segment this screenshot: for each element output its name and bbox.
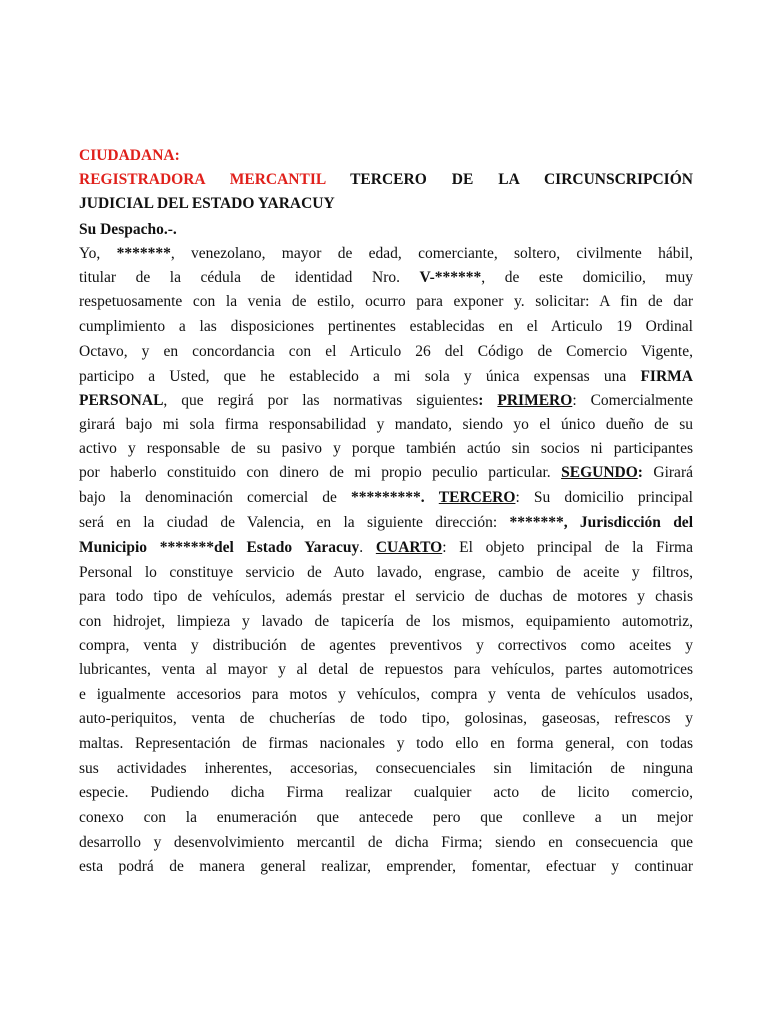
- text-run: : El objeto principal de la Firma: [442, 539, 693, 556]
- text-run: Yo,: [79, 245, 117, 262]
- jurisdiction-line: JUDICIAL DEL ESTADO YARACUY: [79, 195, 335, 212]
- body-line-18: lubricantes, venta al mayor y al detal de repuestos para vehículos, partes automotrices: [79, 661, 693, 678]
- firma-bold: FIRMA: [640, 368, 693, 385]
- text-run: titular de la cédula de identidad Nro.: [79, 269, 420, 286]
- clause-segundo: SEGUNDO: [561, 464, 638, 481]
- text-run: bajo la denominación comercial de: [79, 489, 352, 506]
- municipality-bold: Municipio *******del Estado Yaracuy: [79, 539, 360, 556]
- body-line-04: cumplimiento a las disposiciones pertinentes establecidas en el Articulo 19 Ordinal: [79, 318, 693, 335]
- body-line-06: [79, 365, 693, 389]
- text-run: participo a Usted, que he establecido a mi sola y única expensas una: [79, 368, 641, 385]
- text-run: Girará: [642, 464, 693, 481]
- text-run: : Su domicilio principal: [515, 489, 693, 506]
- masked-id-number: V-******: [419, 269, 482, 286]
- text-run: :: [478, 392, 484, 409]
- body-line-21: maltas. Representación de firmas nacionales y todo ello en forma general, con todas: [79, 735, 693, 752]
- text-run: será en la ciudad de Valencia, en la siguiente dirección:: [79, 514, 510, 531]
- body-line-10: [79, 461, 693, 485]
- body-line-13: [79, 536, 693, 560]
- text-run: : Comercialmente: [572, 392, 694, 409]
- text-run: , venezolano, mayor de edad, comerciante, soltero, civilmente hábil,: [170, 245, 693, 262]
- masked-business-name: *********.: [351, 489, 425, 506]
- clause-tercero: TERCERO: [438, 489, 516, 506]
- body-line-22: sus actividades inherentes, accesorias, consecuenciales sin limitación de ninguna: [79, 760, 693, 777]
- body-line-17: compra, venta y distribución de agentes preventivos y correctivos como aceites y: [79, 637, 693, 654]
- text-run: , de este domicilio, muy: [481, 269, 693, 286]
- personal-bold: PERSONAL: [79, 392, 164, 409]
- body-line-14: Personal lo constituye servicio de Auto lavado, engrase, cambio de aceite y filtros,: [79, 564, 693, 581]
- body-line-07: [79, 389, 693, 413]
- registrar-title-line: [79, 168, 693, 192]
- body-line-02: [79, 266, 693, 290]
- body-line-09: activo y responsable de su pasivo y porque también actúo sin socios ni participantes: [79, 440, 693, 457]
- body-line-19: e igualmente accesorios para motos y vehículos, compra y venta de vehículos usados,: [79, 686, 693, 703]
- text-run: [425, 489, 439, 506]
- salutation: Su Despacho.-.: [79, 221, 177, 238]
- clause-cuarto: CUARTO: [375, 539, 443, 556]
- body-line-26: esta podrá de manera general realizar, emprender, fomentar, efectuar y continuar: [79, 858, 693, 875]
- masked-address: *******, Jurisdicción del: [509, 514, 693, 531]
- text-run: por haberlo constituido con dinero de mi propio peculio particular.: [79, 464, 562, 481]
- body-line-15: para todo tipo de vehículos, además prestar el servicio de duchas de motores y chasis: [79, 588, 693, 605]
- addressee-heading: CIUDADANA:: [79, 147, 180, 164]
- registrar-title-rest: TERCERO DE LA CIRCUNSCRIPCIÓN: [350, 171, 693, 188]
- text-run: .: [359, 539, 376, 556]
- text-run: , que regirá por las normativas siguientes: [163, 392, 479, 409]
- body-line-25: desarrollo y desenvolvimiento mercantil de dicha Firma; siendo en consecuencia que: [79, 834, 693, 851]
- body-line-05: Octavo, y en concordancia con el Articulo 26 del Código de Comercio Vigente,: [79, 343, 693, 360]
- registrar-title-red: REGISTRADORA MERCANTIL: [79, 171, 326, 188]
- body-line-16: con hidrojet, limpieza y lavado de tapicería de los mismos, equipamiento automotriz,: [79, 613, 693, 630]
- text-run: :: [637, 464, 643, 481]
- body-line-03: respetuosamente con la venia de estilo, ocurro para exponer y. solicitar: A fin de dar: [79, 293, 693, 310]
- body-line-12: [79, 511, 693, 535]
- body-line-11: [79, 486, 693, 510]
- body-line-20: auto-periquitos, venta de chucherías de todo tipo, golosinas, gaseosas, refrescos y: [79, 710, 693, 727]
- body-line-01: [79, 242, 693, 266]
- body-line-24: conexo con la enumeración que antecede pero que conlleve a un mejor: [79, 809, 693, 826]
- clause-primero: PRIMERO: [497, 392, 573, 409]
- body-line-08: girará bajo mi sola firma responsabilidad y mandato, siendo yo el único dueño de su: [79, 416, 693, 433]
- masked-name: *******: [116, 245, 171, 262]
- body-line-23: especie. Pudiendo dicha Firma realizar cualquier acto de licito comercio,: [79, 784, 693, 801]
